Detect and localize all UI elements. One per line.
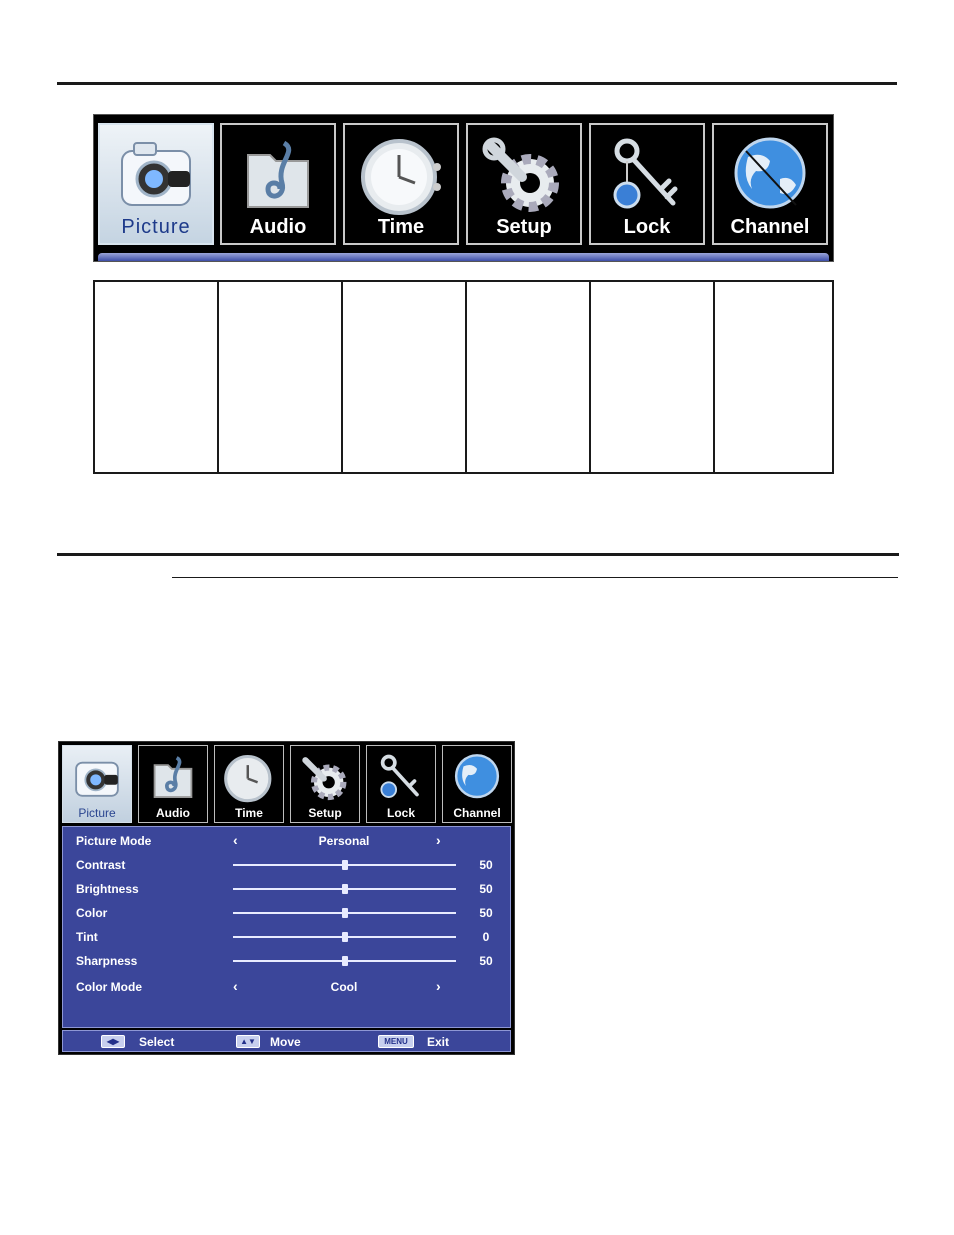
osd-tab-audio[interactable]: [138, 745, 208, 823]
menu-tab-lock[interactable]: [589, 123, 705, 245]
osd-tab-label: Time: [235, 806, 263, 820]
clock-icon: [222, 750, 276, 806]
color-slider[interactable]: [233, 912, 456, 914]
setting-row-picture-mode[interactable]: [63, 831, 510, 851]
setting-row-contrast[interactable]: [63, 855, 510, 875]
menu-key-icon: MENU: [378, 1035, 414, 1048]
slider-thumb[interactable]: [342, 884, 348, 894]
wrench-gear-icon: [480, 133, 568, 219]
music-folder-icon: [234, 133, 322, 219]
slider-thumb[interactable]: [342, 908, 348, 918]
right-arrow-icon[interactable]: ›: [436, 978, 441, 994]
setting-value: 50: [479, 882, 493, 896]
camera-icon: [112, 133, 200, 219]
setting-name: Color Mode: [76, 980, 142, 994]
key-icon: [374, 750, 428, 806]
menu-description-table: [93, 280, 834, 474]
osd-tab-lock[interactable]: [366, 745, 436, 823]
menu-tab-channel[interactable]: [712, 123, 828, 245]
osd-tab-label: Audio: [156, 806, 190, 820]
move-hint: Move: [270, 1035, 301, 1049]
table-cell: [342, 281, 466, 473]
left-arrow-icon[interactable]: ‹: [233, 978, 238, 994]
osd-tab-label: Setup: [308, 806, 342, 820]
section-rule: [57, 553, 899, 556]
main-menu-bar: [93, 114, 834, 262]
slider-thumb[interactable]: [342, 860, 348, 870]
osd-tab-label: Picture: [78, 806, 116, 820]
wrench-gear-icon: [298, 750, 352, 806]
table-row: [94, 281, 833, 473]
music-folder-icon: [146, 750, 200, 806]
exit-hint: Exit: [427, 1035, 450, 1049]
picture-settings-panel: [62, 826, 511, 1028]
setting-value: 50: [479, 954, 493, 968]
setting-name: Sharpness: [76, 954, 138, 968]
table-cell: [466, 281, 590, 473]
table-cell: [714, 281, 833, 473]
osd-tab-channel[interactable]: [442, 745, 512, 823]
slider-thumb[interactable]: [342, 956, 348, 966]
menu-tab-picture[interactable]: [98, 123, 214, 245]
setting-value: 50: [479, 906, 493, 920]
table-cell: [94, 281, 218, 473]
clock-icon: [357, 133, 445, 219]
slider-thumb[interactable]: [342, 932, 348, 942]
key-icon: [603, 133, 691, 219]
setting-row-brightness[interactable]: [63, 879, 510, 899]
setting-name: Picture Mode: [76, 834, 152, 848]
move-key-icon: ▲▼: [236, 1035, 260, 1048]
menu-tab-label: Time: [377, 216, 425, 238]
contrast-slider[interactable]: [233, 864, 456, 866]
setting-row-tint[interactable]: [63, 927, 510, 947]
select-key-icon: ◀▶: [101, 1035, 125, 1048]
menu-tab-setup[interactable]: [466, 123, 582, 245]
globe-icon: [450, 750, 504, 806]
table-cell: [590, 281, 714, 473]
setting-name: Contrast: [76, 858, 126, 872]
select-hint: Select: [139, 1035, 175, 1049]
menu-tab-label: Audio: [249, 216, 307, 238]
menu-tab-label: Picture: [121, 216, 191, 238]
setting-name: Brightness: [76, 882, 139, 896]
setting-row-color[interactable]: [63, 903, 510, 923]
osd-tab-label: Channel: [453, 806, 501, 820]
table-cell: [218, 281, 342, 473]
osd-tab-label: Lock: [386, 806, 415, 820]
menu-tab-label: Lock: [623, 216, 671, 238]
setting-name: Color: [76, 906, 108, 920]
menu-tab-audio[interactable]: [220, 123, 336, 245]
brightness-slider[interactable]: [233, 888, 456, 890]
left-arrow-icon[interactable]: ‹: [233, 832, 238, 848]
setting-option-value: Personal: [318, 834, 370, 848]
menu-tab-label: Setup: [496, 216, 552, 238]
sharpness-slider[interactable]: [233, 960, 456, 962]
menu-panel-strip: [98, 253, 829, 261]
osd-tab-time[interactable]: [214, 745, 284, 823]
right-arrow-icon[interactable]: ›: [436, 832, 441, 848]
setting-value: 0: [482, 930, 490, 944]
tint-slider[interactable]: [233, 936, 456, 938]
subsection-rule: [172, 577, 898, 578]
camera-icon: [70, 750, 124, 806]
setting-value: 50: [479, 858, 493, 872]
top-rule: [57, 82, 897, 85]
picture-menu-screenshot: [58, 741, 515, 1055]
setting-name: Tint: [76, 930, 98, 944]
osd-footer: [62, 1030, 511, 1052]
setting-row-color-mode[interactable]: [63, 977, 510, 997]
globe-icon: [726, 133, 814, 219]
menu-tab-time[interactable]: [343, 123, 459, 245]
setting-row-sharpness[interactable]: [63, 951, 510, 971]
osd-tab-picture[interactable]: [62, 745, 132, 823]
setting-option-value: Cool: [330, 980, 358, 994]
menu-tab-label: Channel: [730, 216, 810, 238]
osd-tab-setup[interactable]: [290, 745, 360, 823]
